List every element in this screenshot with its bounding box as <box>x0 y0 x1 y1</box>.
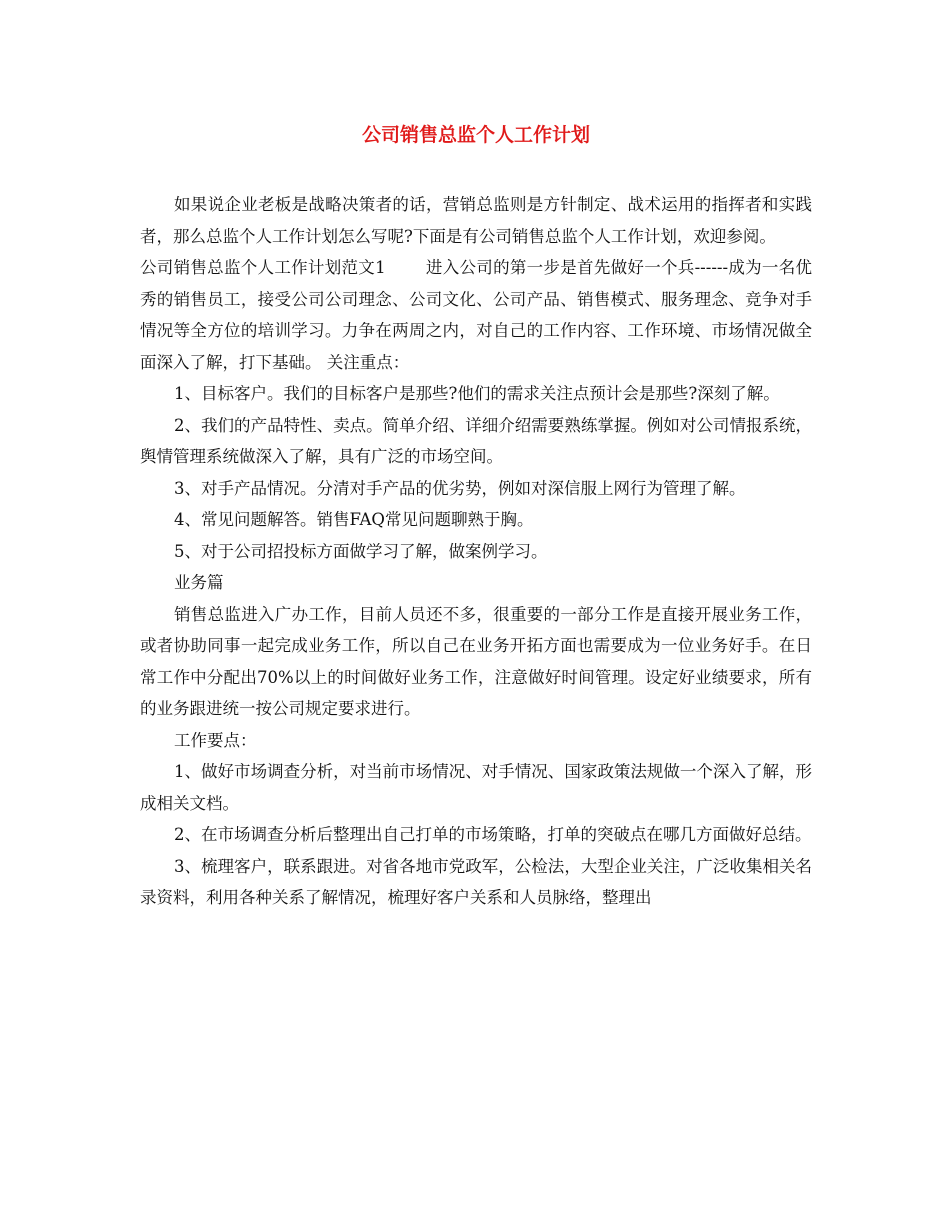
business-paragraph: 销售总监进入广办工作，目前人员还不多，很重要的一部分工作是直接开展业务工作，或者协助同事一起完成业务工作，所以自己在业务开拓方面也需要成为一位业务好手。在日常工作中分配出70%以上的时间做好业务工作，注意做好时间管理。设定好业绩要求，所有的业务跟进统一按公司规定要求进行。 <box>140 604 812 718</box>
key-point-item: 2、在市场调查分析后整理出自己打单的市场策略，打单的突破点在哪几方面做好总结。 <box>174 825 812 844</box>
key-points-heading: 工作要点： <box>174 730 257 750</box>
focus-item: 1、目标客户。我们的目标客户是那些?他们的需求关注点预计会是那些?深刻了解。 <box>174 384 780 403</box>
focus-item: 5、对于公司招投标方面做学习了解，做案例学习。 <box>174 541 548 561</box>
document-page <box>140 0 812 914</box>
sample-paragraph <box>140 252 812 378</box>
document-title: 公司销售总监个人工作计划 <box>361 124 590 146</box>
intro-paragraph: 如果说企业老板是战略决策者的话，营销总监则是方针制定、战术运用的指挥者和实践者，那么总监个人工作计划怎么写呢?下面是有公司销售总监个人工作计划，欢迎参阅。 <box>140 195 812 246</box>
sample-text: 进入公司的第一步是首先做好一个兵------成为一名优秀的销售员工，接受公司公司理念、公司文化、公司产品、销售模式、服务理念、竞争对手情况等全方位的培训学习。力争在两周之内，对自己的工作内容、工作环境、市场情况做全面深入了解，打下基础。 关注重点： <box>140 258 813 372</box>
focus-item: 2、我们的产品特性、卖点。简单介绍、详细介绍需要熟练掌握。例如对公司情报系统，舆情管理系统做深入了解，具有广泛的市场空间。 <box>140 415 812 466</box>
section-heading: 业务篇 <box>174 573 224 592</box>
sample-label: 公司销售总监个人工作计划范文1 <box>140 258 386 277</box>
key-point-item: 1、做好市场调查分析，对当前市场情况、对手情况、国家政策法规做一个深入了解，形成相关文档。 <box>140 762 812 813</box>
document-body <box>140 189 812 914</box>
focus-item: 4、常见问题解答。销售FAQ常见问题聊熟于胸。 <box>174 510 534 529</box>
focus-item: 3、对手产品情况。分清对手产品的优劣势，例如对深信服上网行为管理了解。 <box>174 478 746 498</box>
key-point-item: 3、梳理客户，联系跟进。对省各地市党政军，公检法，大型企业关注，广泛收集相关名录资料，利用各种关系了解情况，梳理好客户关系和人员脉络，整理出 <box>140 856 812 907</box>
